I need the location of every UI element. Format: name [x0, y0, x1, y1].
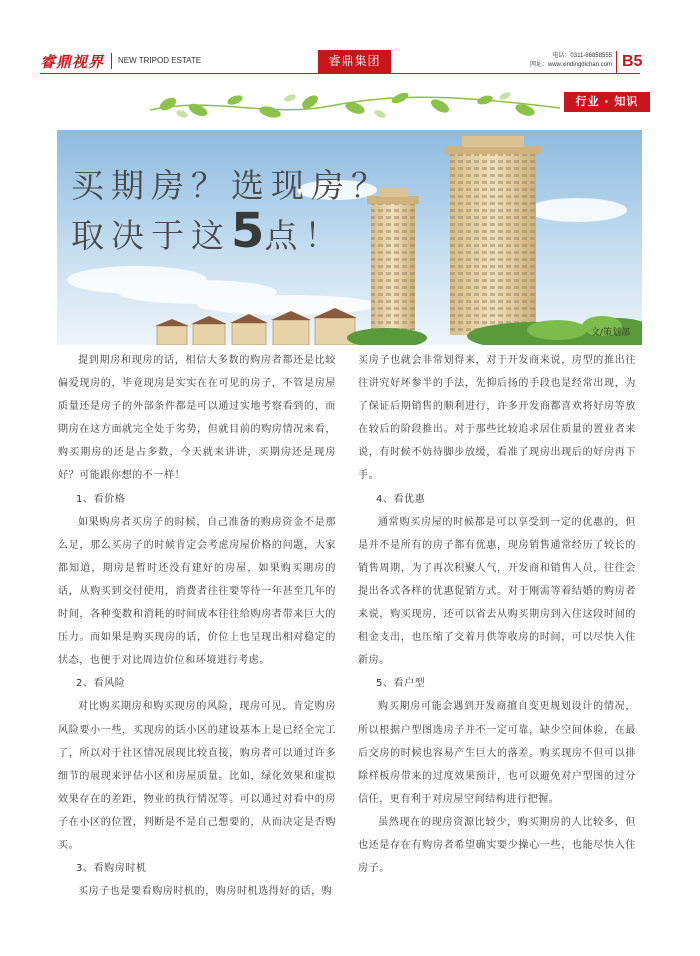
hero-title-prefix: 取决于这: [71, 216, 231, 255]
section-heading: 1、看价格: [76, 493, 126, 505]
article-paragraph: 通常购买房屋的时候都是可以享受到一定的优惠的，但是并不是所有的房子都有优惠，现房销售通常经历了较长的销售周期，为了再次积聚人气，开发商和销售人员，往往会提出各式各样的优惠促销方式。对于刚需等着结婚的购房者来说，购买现房，还可以省去从购买期房到入住这段时间的租金支出，也压缩了交着月供等收房的时间，可以尽快入住新房。: [358, 516, 636, 667]
article-column-left: [58, 349, 336, 903]
brand-label: 睿鼎集团: [318, 50, 391, 73]
hero-title-suffix: 点！: [264, 216, 345, 255]
section-heading: 5、看户型: [376, 678, 426, 690]
page-number: B5: [616, 51, 650, 73]
article-paragraph: 提到期房和现房的话，相信大多数的购房者都还是比较偏爱现房的，毕竟现房是实实在在可见的房子，不管是房屋质量还是房子的外部条件都是可以通过实地考察看到的，而期房在这方面就完全处于劣势，但就目前的购房情况来看，购买期房的还是占多数，今天就来讲讲，买期房还是现房好？可能跟你想的不一样！: [58, 355, 336, 482]
article-paragraph: 对比购买期房和购买现房的风险，现房可见，肯定购房风险要小一些，买现房的话小区的建设基本上是已经全完工了，所以对于社区情况展现比较直接，购房者可以通过许多细节的展现来评估小区和房屋质量。比如，绿化效果和虚拟效果存在的差距，物业的执行情况等。可以通过对看中的房子在小区的位置，判断是不是自己想要的，从而决定是否购买。: [58, 701, 336, 851]
hero-banner: [57, 130, 642, 345]
masthead-divider: [111, 53, 112, 69]
hero-title-number: 5: [231, 203, 265, 259]
article-paragraph: 如果购房者买房子的时候，自己准备的购房资金不是那么足，那么买房子的时候肯定会考虑房屋价格的问题，大家都知道，期房是暂时还没有建好的房屋，如果购买期房的话，从购买到交付使用，消费者往往要等待一年甚至几年的时间，各种变数和消耗的时间成本往往给购房者带来巨大的压力。而如果是购买现房的话，价位上也呈现出相对稳定的状态，也便于对比周边价位和环境进行考虑。: [58, 516, 336, 667]
page-header: [0, 0, 700, 80]
masthead-logo: 睿鼎视界: [40, 53, 105, 71]
header-divider: [40, 73, 640, 74]
hero-title-line1: 买期房？选现房？: [71, 166, 391, 205]
section-heading: 2、看风险: [76, 678, 126, 690]
vine-decoration-icon: [150, 88, 560, 120]
website-text: 网址：www.xindingdichan.com: [529, 62, 612, 68]
article-paragraph: 购买期房可能会遇到开发商擅自变更规划设计的情况，所以根据户型图选房子并不一定可靠，缺少空间体验，在最后交房的时候也容易产生巨大的落差。购买现房不但可以排除样板房带来的过度效果预计，也可以避免对户型图的过分信任，更有利于对房屋空间结构进行把握。: [358, 701, 636, 805]
section-tag: 行业 · 知识: [564, 92, 650, 112]
hero-credit: 文/策划部: [590, 328, 630, 338]
section-heading: 3、看购房时机: [76, 863, 147, 875]
article-paragraph: 买房子也就会非常划得来，对于开发商来说，房型的推出往往讲究好坏参半的手法，先抑后扬的手段也是经常出现，为了保证后期销售的顺利进行，许多开发商都喜欢将好房等放在较后的阶段推出。对于那些比较追求居住质量的置业者来说，有时候不妨待脚步放缓，看准了现房出现后的好房再下手。: [358, 355, 636, 482]
phone-text: 电话：0311-86858555: [552, 53, 612, 59]
contact-info: [490, 52, 612, 70]
masthead-subtitle: NEW TRIPOD ESTATE: [118, 56, 202, 65]
hero-title-line2: [71, 203, 344, 259]
article-column-right: [358, 349, 636, 880]
section-heading: 4、看优惠: [376, 493, 426, 505]
article-paragraph: 买房子也是要看购房时机的，购房时机选得好的话，购: [78, 886, 333, 898]
article-paragraph: 虽然现在的现房资源比较少，购买期房的人比较多，但也还是存在有购房者希望确实要少操心一些，也能尽快入住房子。: [358, 816, 636, 875]
